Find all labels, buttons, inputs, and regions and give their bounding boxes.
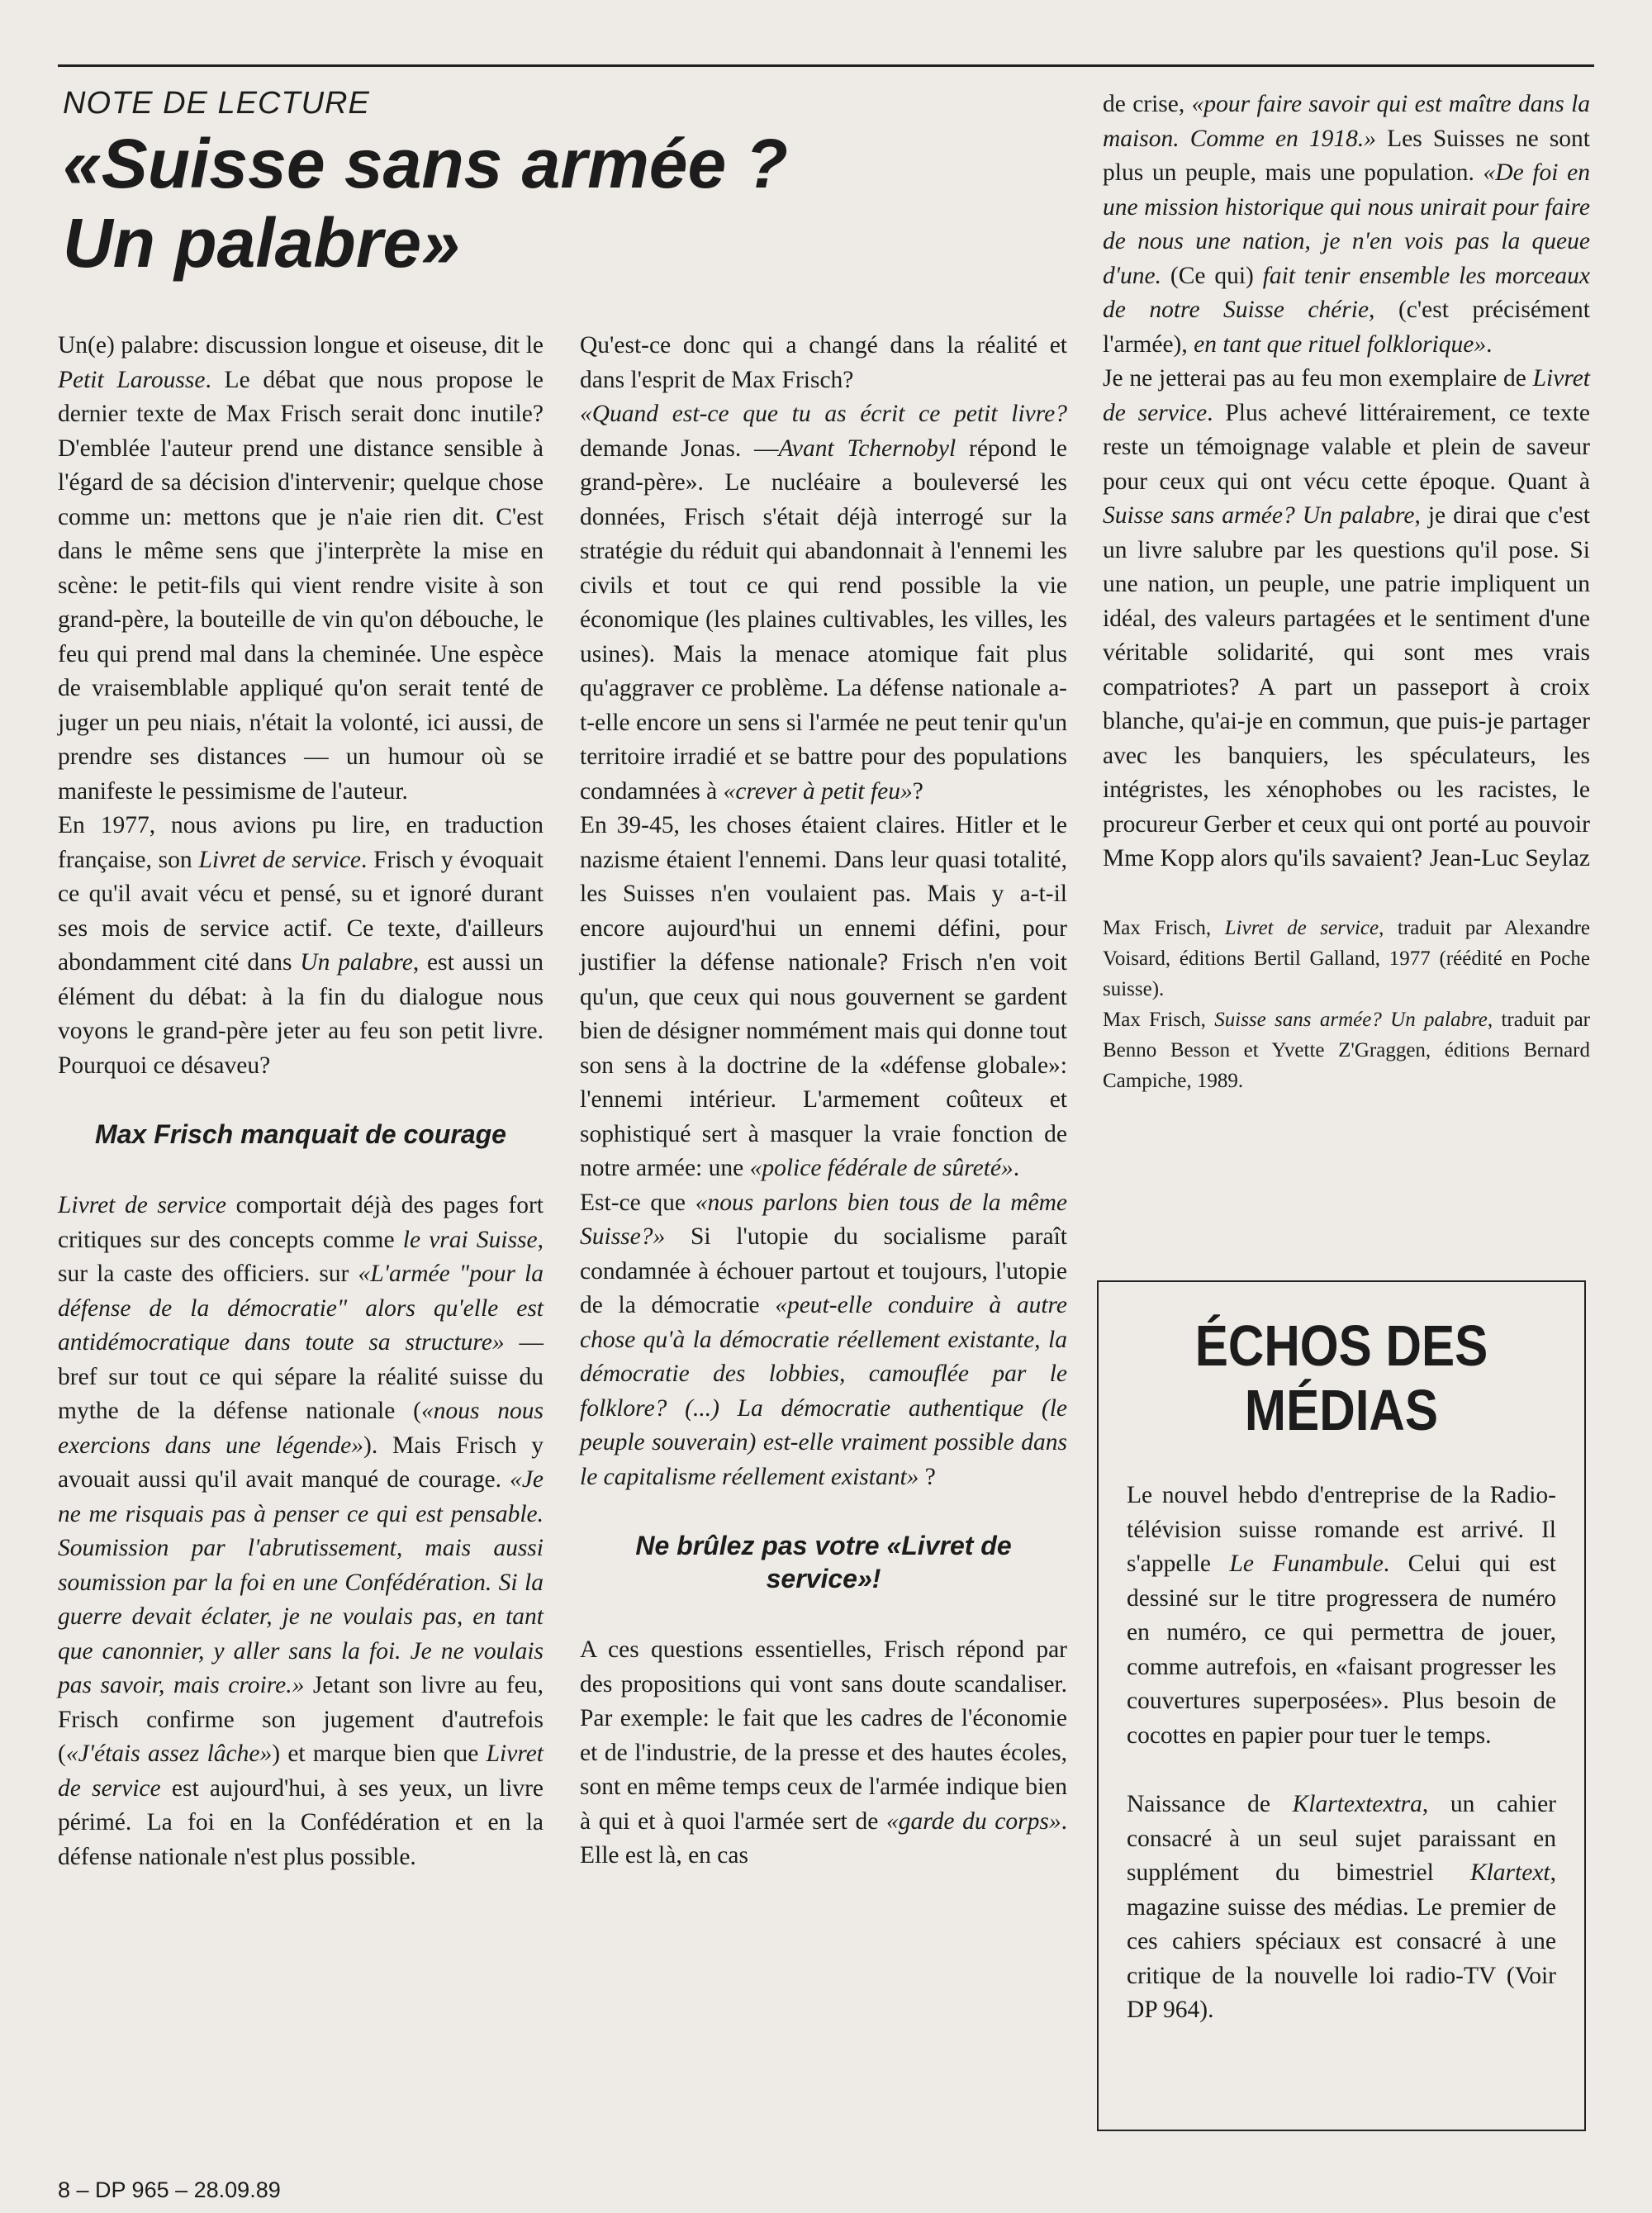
top-rule [58,64,1594,67]
box-title-line-2: MÉDIAS [1244,1378,1439,1442]
paragraph-text: Je ne jetterai pas au feu mon exemplaire de Livret de service. Plus achevé littérairement, ce texte reste un témoignage valable et plein de saveur pour ceux qui ont vécu cette époque. Quant à Suisse sans armée? Un palabre, je dirai que c'est un livre salubre par les questions qu'il pose. Si une nation, un peuple, une patrie impliquent un idéal, des valeurs partagées et le sentiment d'une véritable solidarité, qui sont mes vrais compatriotes? A part un passeport à croix blanche, qu'ai-je en commun, que puis-je partager avec les banquiers, les spéculateurs, les intégristes, les xénophobes ou les racistes, le procureur Gerber et ceux qui ont porté au pouvoir Mme Kopp alors qu'ils savaient? [1103,365,1590,871]
box-title [1156,1313,1526,1442]
paragraph: Est-ce que «nous parlons bien tous de la même Suisse?» Si l'utopie du socialisme paraît condamnée à échouer partout et toujours, l'utopie de la démocratie «peut-elle conduire à autre chose qu'à la démocratie réellement existante, la démocratie des lobbies, camouflée par le folklore? (...) La démocratie authentique (le peuple souverain) est-elle vraiment possible dans le capitalisme réellement existant» ? [580,1189,1067,1490]
box-body [1127,1479,1556,2028]
bibliography [1103,913,1590,1096]
paragraph: «Quand est-ce que tu as écrit ce petit livre? demande Jonas. —Avant Tchernobyl répond le grand-père». Le nucléaire a bouleversé les données, Frisch s'était déjà interrogé sur la stratégie du réduit qui abandonnait à l'ennemi les civils et tout ce qui rend possible la vie économique (les plaines cultivables, les villes, les usines). Mais la menace atomique fait plus qu'aggraver ce problème. La défense nationale a-t-elle encore un sens si l'armée ne peut tenir qu'un territoire irradié et se battre pour des populations condamnées à «crever à petit feu»? [580,401,1068,805]
paragraph: A ces questions essentielles, Frisch répond par des propositions qui vont sans doute scandaliser. Par exemple: le fait que les cadres de l'économie et de l'industrie, de la presse et des hautes écoles, sont en même temps ceux de l'armée indique bien à qui et à quoi l'armée sert de «garde du corps». Elle est là, en cas [580,1636,1067,1869]
paragraph: Le nouvel hebdo d'entreprise de la Radio-télévision suisse romande est arrivé. Il s'appelle Le Funambule. Celui qui est dessiné sur le titre progressera de numéro en numéro, ce qui permettra de jouer, comme autrefois, en «faisant progresser les couvertures superposées». Plus besoin de cocottes en papier pour tuer le temps. [1127,1482,1556,1749]
author-signature: Jean-Luc Seylaz [1429,845,1590,871]
paragraph: Naissance de Klartextextra, un cahier consacré à un seul sujet paraissant en supplément du bimestriel Klartext, magazine suisse des médias. Le premier de ces cahiers spéciaux est consacré à une critique de la nouvelle loi radio-TV (Voir DP 964). [1127,1791,1556,2023]
media-echoes-box [1097,1280,1586,2131]
paragraph [1103,362,1590,876]
subheading: Max Frisch manquait de courage [95,1119,506,1149]
title-line-1: «Suisse sans armée ? [63,125,788,202]
paragraph: de crise, «pour faire savoir qui est maître dans la maison. Comme en 1918.» Les Suisses ne sont plus un peuple, mais une population. «De foi en une mission historique qui nous unirait pour faire de nous une nation, je n'en vois pas la queue d'une. (Ce qui) fait tenir ensemble les morceaux de notre Suisse chérie, (c'est précisément l'armée), en tant que rituel folklorique». [1103,91,1591,358]
subheading: Ne brûlez pas votre «Livret de service»! [635,1531,1012,1593]
column-2 [580,329,1067,1873]
column-3 [1103,88,1590,1096]
page-footer: 8 – DP 965 – 28.09.89 [58,2177,281,2202]
section-kicker: NOTE DE LECTURE [63,86,370,121]
column-1 [58,329,544,1874]
box-title-line-1: ÉCHOS DES [1194,1313,1488,1378]
paragraph: En 39-45, les choses étaient claires. Hitler et le nazisme étaient l'ennemi. Dans leur quasi totalité, les Suisses n'en voulaient pas. Mais y a-t-il encore aujourd'hui un ennemi défini, pour justifier la défense nationale? Frisch n'en voit qu'un, que ceux qui nous gouvernent se gardent bien de désigner nommément mais qui donne tout son sens à la doctrine de la «défense globale»: l'ennemi intérieur. L'armement coûteux et sophistiqué sert à masquer la vraie fonction de notre armée: une «police fédérale de sûreté». [580,812,1067,1181]
title-line-2: Un palabre» [63,204,460,282]
paragraph: En 1977, nous avions pu lire, en traduction française, son Livret de service. Frisch y évoquait ce qu'il avait vécu et pensé, su et ignoré durant ses mois de service actif. Ce texte, d'ailleurs abondamment cité dans Un palabre, est aussi un élément du débat: à la fin du dialogue nous voyons le grand-père jeter au feu son petit livre. Pourquoi ce désaveu? [58,812,544,1079]
paragraph: Livret de service comportait déjà des pages fort critiques sur des concepts comme le vrai Suisse, sur la caste des officiers. sur «L'armée "pour la défense de la démocratie" alors qu'elle est antidémocratique dans toute sa structure» — bref sur tout ce qui sépare la réalité suisse du mythe de la défense nationale («nous nous exercions dans une légende»). Mais Frisch y avouait aussi qu'il avait manqué de courage. «Je ne me risquais pas à penser ce qui est pensable. Soumission par l'abrutissement, mais aussi soumission par la foi en une Confédération. Si la guerre devait éclater, je ne voulais pas, en tant que canonnier, y aller sans la foi. Je ne voulais pas savoir, mais croire.» Jetant son livre au feu, Frisch confirme son jugement d'autrefois («J'étais assez lâche») et marque bien que Livret de service est aujourd'hui, à ses yeux, un livre périmé. La foi en la Confédération et en la défense nationale n'est plus possible. [58,1192,544,1870]
reference: Max Frisch, Suisse sans armée? Un palabre, traduit par Benno Besson et Yvette Z'Graggen, éditions Bernard Campiche, 1989. [1103,1008,1590,1092]
paragraph: Un(e) palabre: discussion longue et oiseuse, dit le Petit Larousse. Le débat que nous propose le dernier texte de Max Frisch serait donc inutile? D'emblée l'auteur prend une distance sensible à l'égard de sa décision d'intervenir; quelque chose comme un: mettons que je n'aie rien dit. C'est dans le même sens que j'interprète la mise en scène: le petit-fils qui vient rendre visite à son grand-père, la bouteille de vin qu'on débouche, le feu qui prend mal dans la cheminée. Une espèce de vraisemblable appliqué qu'on serait tenté de juger un peu niais, n'était la volonté, ici aussi, de prendre ses distances — un humour où se manifeste le pessimisme de l'auteur. [58,332,544,805]
reference: Max Frisch, Livret de service, traduit par Alexandre Voisard, éditions Bertil Galland, 1977 (réédité en Poche suisse). [1103,916,1590,1000]
paragraph: Qu'est-ce donc qui a changé dans la réalité et dans l'esprit de Max Frisch? [580,332,1067,393]
article-title [63,124,1087,283]
